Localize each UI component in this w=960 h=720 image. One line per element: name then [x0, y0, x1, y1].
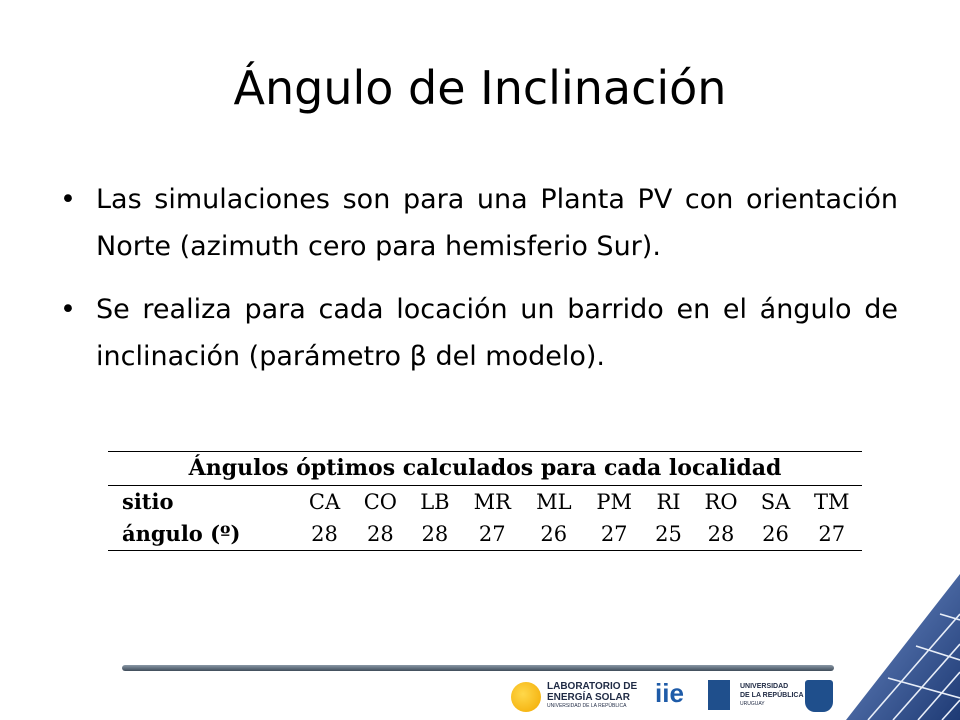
bullet-text: Las simulaciones son para una Planta PV con orientación Norte (azimuth cero para hemisferio Sur).: [96, 184, 898, 262]
row-label-angle: ángulo (º): [108, 518, 297, 551]
table-caption: Ángulos óptimos calculados para cada localidad: [108, 451, 862, 486]
bullet-marker: •: [60, 184, 76, 215]
site-cell: CO: [363, 490, 397, 514]
angle-cell: 28: [693, 518, 750, 551]
footer-logos: [505, 676, 845, 716]
angle-cell: 28: [352, 518, 409, 551]
udelar-shield-icon: [805, 680, 833, 712]
angle-cell: 26: [524, 518, 584, 551]
site-cell: ML: [536, 490, 572, 514]
angle-cell: 28: [297, 518, 351, 551]
les-logo-line1: LABORATORIO DE: [547, 681, 638, 692]
angle-cell: 27: [584, 518, 645, 551]
sun-logo-icon: [511, 682, 541, 712]
angle-cell: 27: [461, 518, 524, 551]
site-cell: TM: [814, 490, 850, 514]
angle-cell: 25: [644, 518, 692, 551]
optimal-angles-table: [108, 451, 862, 551]
bullet-text: Se realiza para cada locación un barrido en el ángulo de inclinación (parámetro β del modelo).: [96, 294, 898, 372]
table-row-sites: [108, 486, 862, 518]
udelar-logo-text: [740, 682, 804, 709]
angle-cell: 28: [409, 518, 461, 551]
site-cell: MR: [473, 490, 511, 514]
angle-cell: 27: [802, 518, 862, 551]
site-cell: CA: [308, 490, 341, 514]
bullet-marker: •: [60, 294, 76, 325]
slide-title: Ángulo de Inclinación: [233, 61, 727, 115]
solar-panel-image: [838, 574, 960, 720]
footer-divider-bar: [122, 665, 834, 671]
les-logo-subtitle: UNIVERSIDAD DE LA REPÚBLICA: [547, 703, 627, 709]
udelar-logo-line1: UNIVERSIDAD: [740, 683, 789, 690]
les-logo-line2: ENERGÍA SOLAR: [547, 692, 630, 703]
bullet-item: [60, 286, 898, 380]
site-cell: RO: [704, 490, 738, 514]
udelar-logo-line2: DE LA REPÚBLICA: [740, 692, 804, 699]
les-logo-text: [547, 681, 637, 710]
site-cell: RI: [656, 490, 681, 514]
site-cell: LB: [420, 490, 450, 514]
bullet-list: [60, 176, 898, 396]
bullet-item: [60, 176, 898, 270]
udelar-logo-country: URUGUAY: [740, 701, 765, 707]
site-cell: SA: [760, 490, 791, 514]
site-cell: PM: [596, 490, 632, 514]
row-label-site: sitio: [122, 489, 174, 514]
engineering-faculty-logo-icon: [708, 680, 730, 710]
angle-cell: 26: [749, 518, 801, 551]
table-row-angles: [108, 518, 862, 551]
iie-logo: iie: [655, 678, 684, 708]
